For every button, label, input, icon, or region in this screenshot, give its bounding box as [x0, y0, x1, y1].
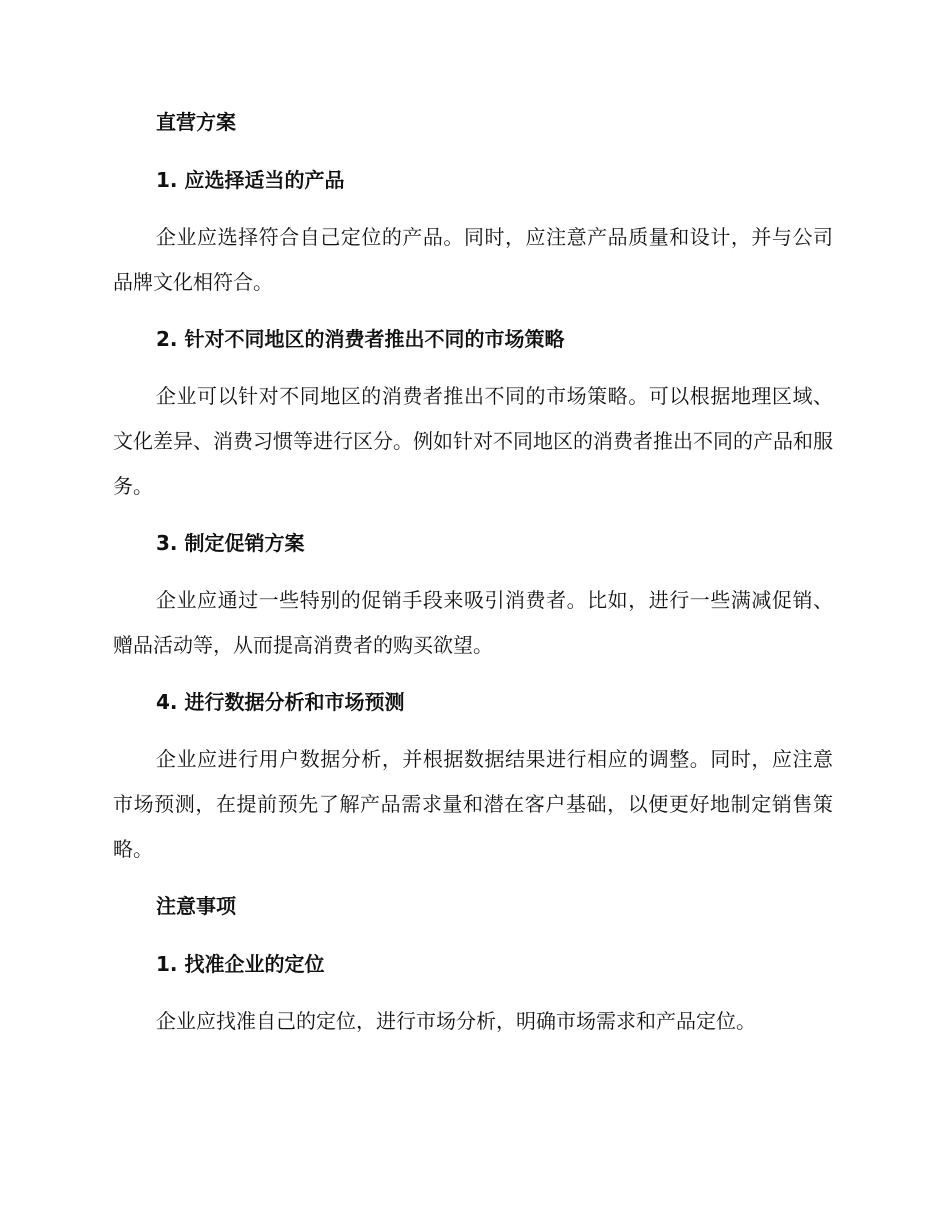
item-heading-promotion-plan: 3. 制定促销方案 [156, 531, 305, 555]
item-text-positioning: 企业应找准自己的定位，进行市场分析，明确市场需求和产品定位。 [156, 1009, 756, 1033]
item-text-promotion-plan: 企业应通过一些特别的促销手段来吸引消费者。比如，进行一些满减促销、赠品活动等，从而提高消费者的购买欲望。 [113, 588, 833, 657]
item-text-choose-products: 企业应选择符合自己定位的产品。同时，应注意产品质量和设计，并与公司品牌文化相符合。 [113, 225, 833, 294]
item-heading-data-analysis: 4. 进行数据分析和市场预测 [156, 690, 405, 714]
item-text-regional-strategy: 企业可以针对不同地区的消费者推出不同的市场策略。可以根据地理区域、文化差异、消费习惯等进行区分。例如针对不同地区的消费者推出不同的产品和服务。 [113, 384, 833, 498]
item-heading-choose-products: 1. 应选择适当的产品 [156, 168, 345, 192]
item-heading-regional-strategy: 2. 针对不同地区的消费者推出不同的市场策略 [156, 327, 565, 351]
item-heading-positioning: 1. 找准企业的定位 [156, 952, 325, 976]
item-text-data-analysis: 企业应进行用户数据分析，并根据数据结果进行相应的调整。同时，应注意市场预测，在提前预先了解产品需求量和潜在客户基础，以便更好地制定销售策略。 [113, 747, 833, 861]
section-title-direct-operation: 直营方案 [156, 110, 236, 134]
document-body [113, 108, 833, 1044]
section-title-notes: 注意事项 [156, 894, 236, 918]
